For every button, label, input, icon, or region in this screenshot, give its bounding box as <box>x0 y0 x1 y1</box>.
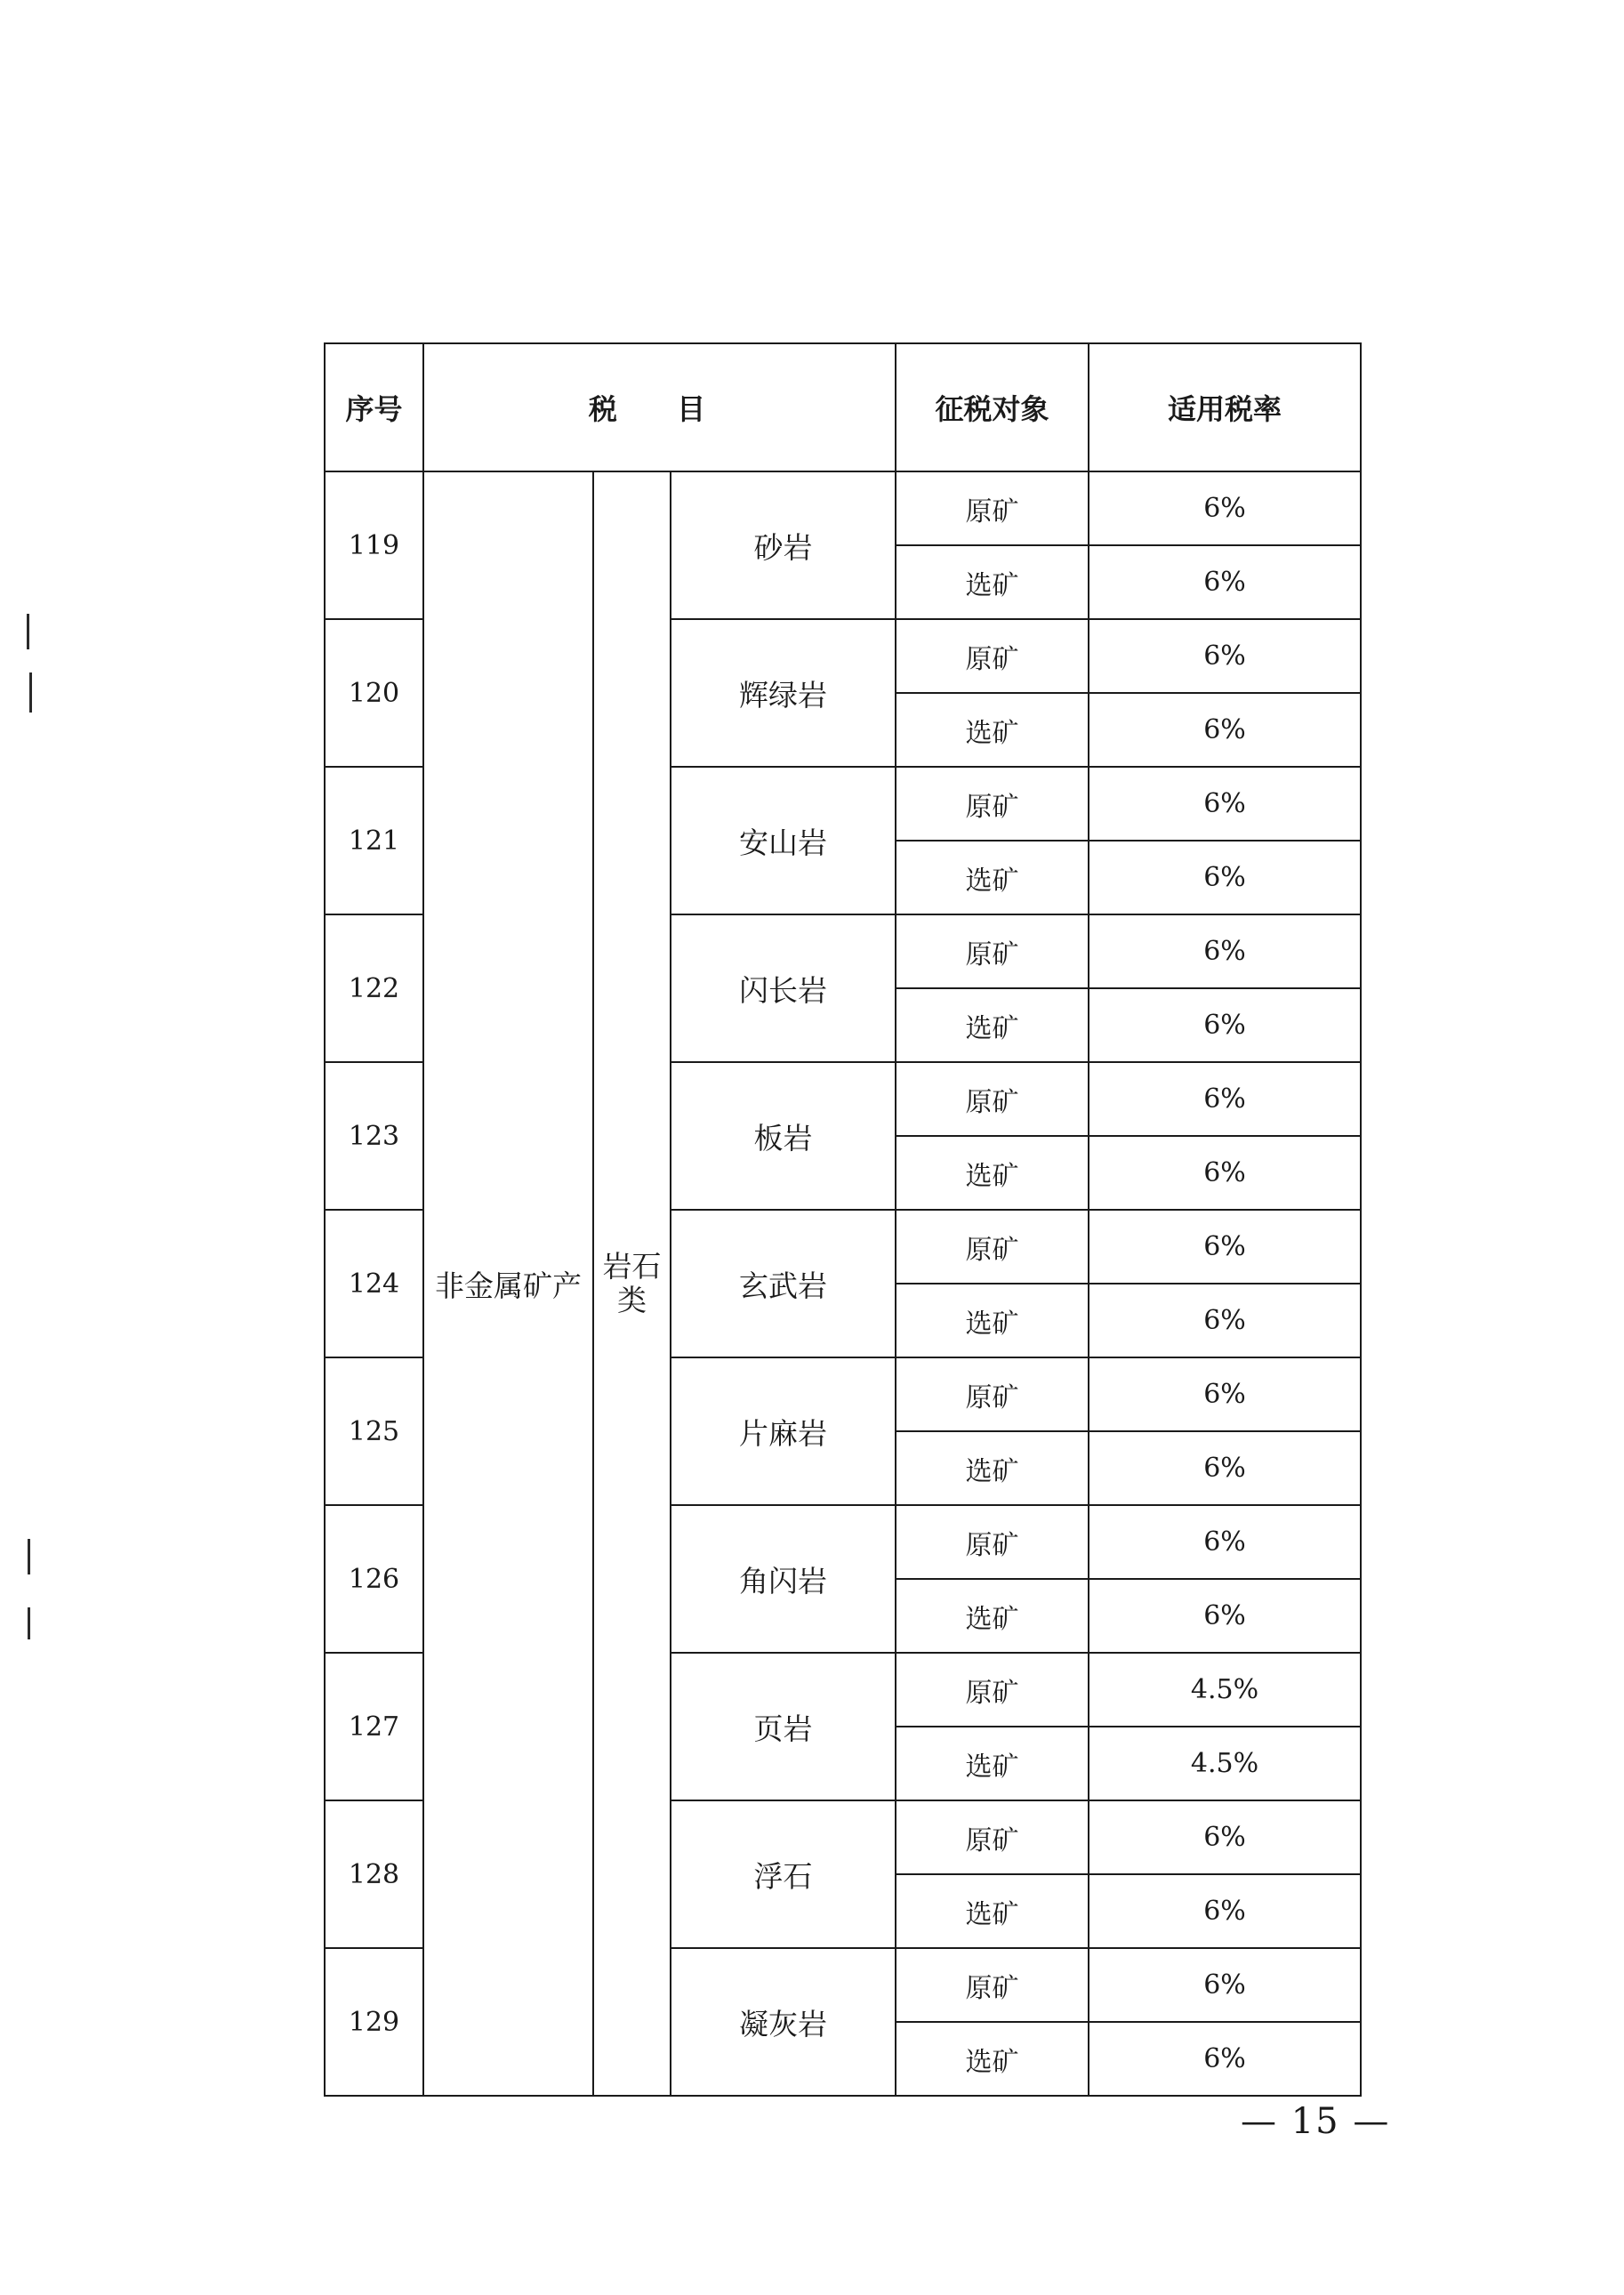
tax-rate-table <box>324 342 1362 2097</box>
seq-cell: 127 <box>325 1653 423 1800</box>
rate-cell: 6% <box>1089 841 1361 914</box>
tax-item-name-cell: 浮石 <box>671 1800 896 1948</box>
rate-cell: 6% <box>1089 767 1361 841</box>
object-cell: 原矿 <box>896 1948 1089 2022</box>
object-cell: 原矿 <box>896 1653 1089 1727</box>
rate-cell: 6% <box>1089 1505 1361 1579</box>
rate-cell: 6% <box>1089 988 1361 1062</box>
seq-cell: 120 <box>325 619 423 767</box>
seq-cell: 128 <box>325 1800 423 1948</box>
table-header-row <box>325 343 1361 471</box>
object-cell: 选矿 <box>896 1136 1089 1210</box>
rate-cell: 6% <box>1089 1062 1361 1136</box>
object-cell: 选矿 <box>896 1874 1089 1948</box>
rate-cell: 6% <box>1089 619 1361 693</box>
rate-cell: 4.5% <box>1089 1727 1361 1800</box>
object-cell: 原矿 <box>896 1505 1089 1579</box>
object-cell: 原矿 <box>896 1800 1089 1874</box>
category-cell: 非金属矿产 <box>423 471 593 2096</box>
scan-mark <box>28 1539 30 1574</box>
header-seq: 序号 <box>325 343 423 471</box>
tax-item-name-cell: 玄武岩 <box>671 1210 896 1357</box>
object-cell: 选矿 <box>896 545 1089 619</box>
tax-item-name-cell: 凝灰岩 <box>671 1948 896 2096</box>
seq-cell: 129 <box>325 1948 423 2096</box>
object-cell: 选矿 <box>896 1284 1089 1357</box>
object-cell: 原矿 <box>896 1062 1089 1136</box>
tax-item-name-cell: 角闪岩 <box>671 1505 896 1653</box>
object-cell: 原矿 <box>896 767 1089 841</box>
tax-item-name-cell: 辉绿岩 <box>671 619 896 767</box>
rate-cell: 6% <box>1089 1136 1361 1210</box>
rate-cell: 6% <box>1089 471 1361 545</box>
tax-item-name-cell: 片麻岩 <box>671 1357 896 1505</box>
table-body <box>325 471 1361 2096</box>
seq-cell: 119 <box>325 471 423 619</box>
seq-cell: 125 <box>325 1357 423 1505</box>
tax-item-name-cell: 安山岩 <box>671 767 896 914</box>
seq-cell: 126 <box>325 1505 423 1653</box>
tax-item-name-cell: 板岩 <box>671 1062 896 1210</box>
rate-cell: 6% <box>1089 1948 1361 2022</box>
rate-cell: 6% <box>1089 914 1361 988</box>
object-cell: 原矿 <box>896 1357 1089 1431</box>
header-rate: 适用税率 <box>1089 343 1361 471</box>
page-number: — 15 — <box>1241 2101 1391 2142</box>
object-cell: 原矿 <box>896 619 1089 693</box>
rate-cell: 6% <box>1089 693 1361 767</box>
rate-cell: 6% <box>1089 1357 1361 1431</box>
rate-cell: 6% <box>1089 1874 1361 1948</box>
subcategory-cell: 岩石 类 <box>593 471 671 2096</box>
object-cell: 选矿 <box>896 2022 1089 2096</box>
rate-cell: 6% <box>1089 2022 1361 2096</box>
object-cell: 选矿 <box>896 988 1089 1062</box>
seq-cell: 124 <box>325 1210 423 1357</box>
header-object: 征税对象 <box>896 343 1089 471</box>
object-cell: 选矿 <box>896 693 1089 767</box>
rate-cell: 6% <box>1089 1284 1361 1357</box>
tax-item-name-cell: 砂岩 <box>671 471 896 619</box>
tax-item-name-cell: 页岩 <box>671 1653 896 1800</box>
object-cell: 选矿 <box>896 1727 1089 1800</box>
seq-cell: 122 <box>325 914 423 1062</box>
object-cell: 原矿 <box>896 471 1089 545</box>
scan-mark <box>27 614 29 649</box>
table-row <box>325 471 1361 545</box>
object-cell: 原矿 <box>896 1210 1089 1284</box>
scan-mark <box>29 672 32 713</box>
object-cell: 选矿 <box>896 841 1089 914</box>
object-cell: 原矿 <box>896 914 1089 988</box>
tax-item-name-cell: 闪长岩 <box>671 914 896 1062</box>
rate-cell: 6% <box>1089 545 1361 619</box>
rate-cell: 6% <box>1089 1800 1361 1874</box>
rate-cell: 6% <box>1089 1431 1361 1505</box>
scan-mark <box>28 1607 30 1639</box>
header-tax-item: 税 目 <box>423 343 896 471</box>
seq-cell: 121 <box>325 767 423 914</box>
rate-cell: 6% <box>1089 1579 1361 1653</box>
rate-cell: 6% <box>1089 1210 1361 1284</box>
object-cell: 选矿 <box>896 1431 1089 1505</box>
seq-cell: 123 <box>325 1062 423 1210</box>
rate-cell: 4.5% <box>1089 1653 1361 1727</box>
object-cell: 选矿 <box>896 1579 1089 1653</box>
